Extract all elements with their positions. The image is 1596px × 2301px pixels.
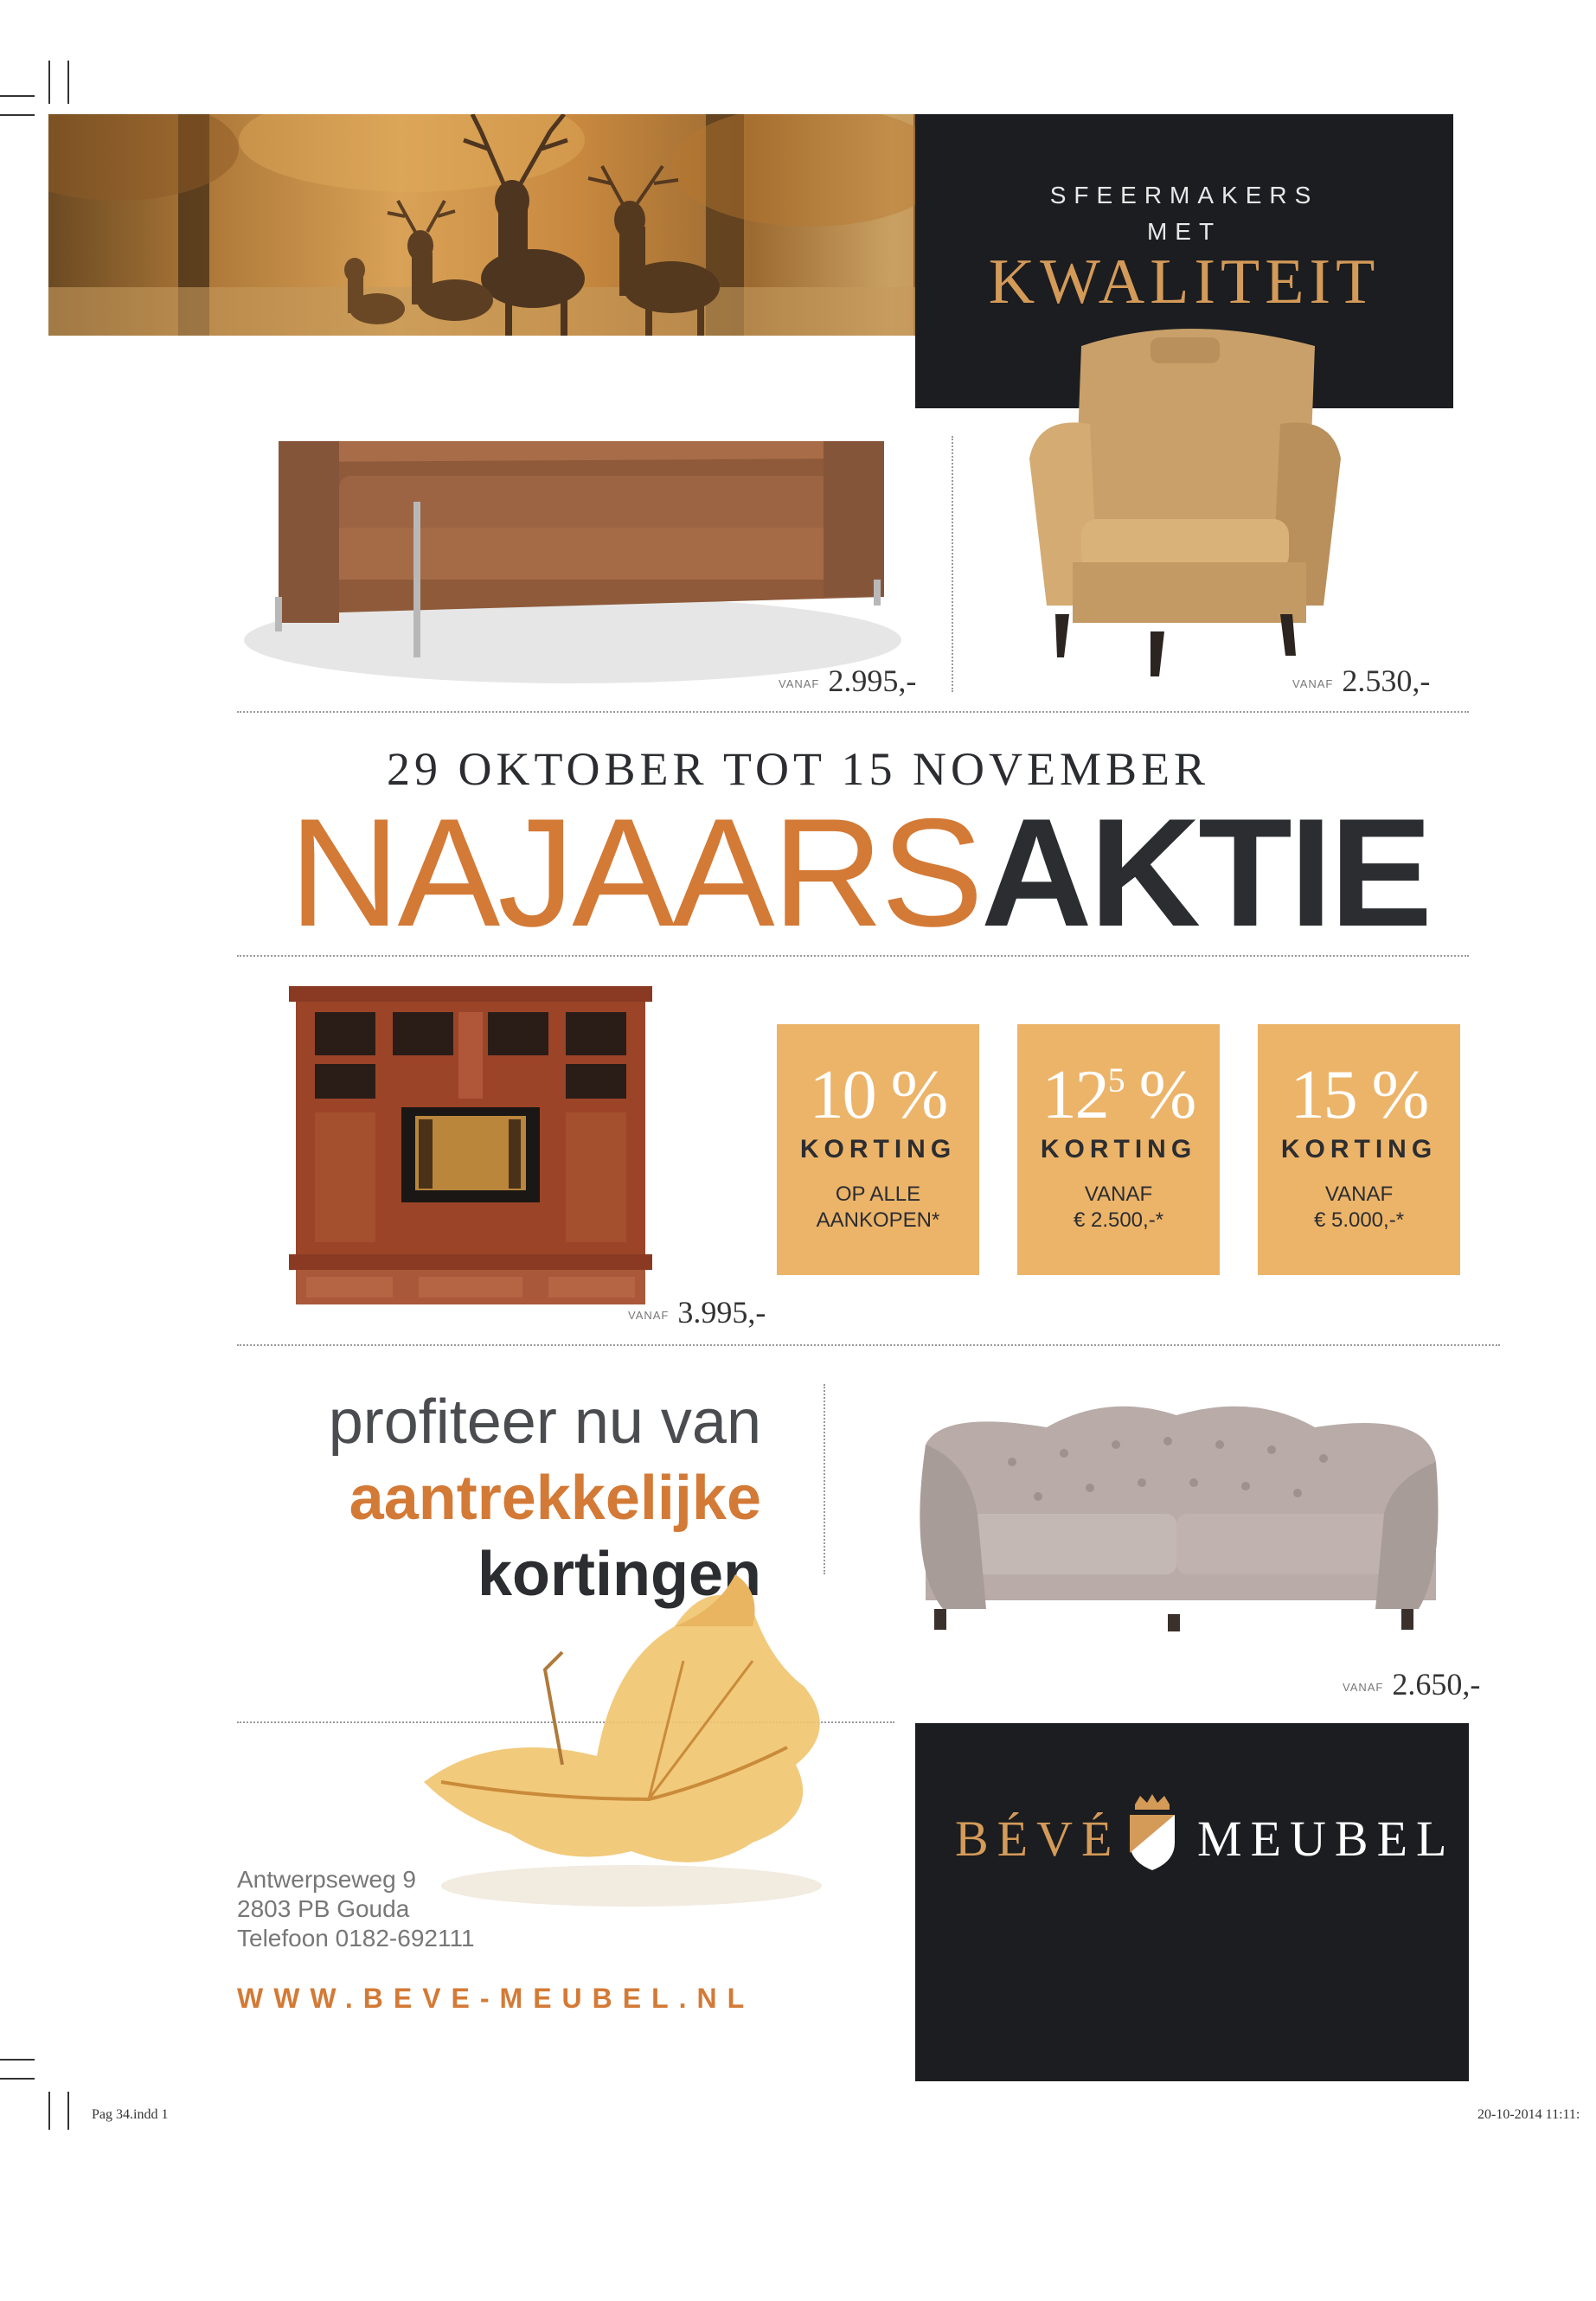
headline-najaars: NAJAARS (289, 786, 981, 958)
promo-condition: VANAF € 5.000,-* (1313, 1183, 1405, 1232)
store-address (237, 1865, 475, 1953)
tufted-sofa-price (1343, 1666, 1480, 1702)
headline-aktie: AKTIE (981, 786, 1430, 958)
crop-mark (48, 2092, 50, 2130)
promo-box-12-5 (1017, 1024, 1220, 1275)
price-value: 2.995,- (828, 663, 917, 698)
leather-sofa-price (779, 663, 916, 699)
crest-shield-icon (1125, 1792, 1180, 1872)
price-from-label: VANAF (1292, 677, 1334, 691)
cabinet-price (628, 1294, 766, 1330)
leather-sofa-image (227, 424, 919, 701)
crop-mark (67, 2092, 69, 2130)
campaign-headline (289, 786, 1430, 958)
logo-beve: BÉVÉ (955, 1811, 1121, 1867)
promo-condition: VANAF € 2.500,-* (1073, 1183, 1164, 1232)
product-divider (824, 1384, 825, 1574)
campaign-dates: 29 OKTOBER TOT 15 NOVEMBER (386, 743, 1210, 795)
slogan-line-3: kortingen (477, 1540, 761, 1609)
price-from-label: VANAF (628, 1309, 670, 1323)
crop-mark (0, 2078, 35, 2080)
promo-label: KORTING (1040, 1135, 1197, 1163)
tufted-sofa-image (908, 1393, 1445, 1644)
section-divider (237, 1344, 1500, 1346)
promo-label: KORTING (1280, 1135, 1438, 1163)
crop-mark (0, 2059, 35, 2061)
price-value: 3.995,- (677, 1295, 766, 1330)
price-value: 2.650,- (1392, 1667, 1481, 1702)
product-divider (952, 436, 953, 692)
tagline-met: MET (1146, 218, 1222, 245)
slogan-line-1: profiteer nu van (328, 1388, 761, 1457)
promo-percent: 15 % (1290, 1057, 1428, 1133)
crop-mark (48, 61, 50, 104)
website-link[interactable]: WWW.BEVE-MEUBEL.NL (237, 1983, 755, 2014)
armchair-image (1021, 320, 1349, 683)
address-street: Antwerpseweg 9 (237, 1866, 417, 1893)
price-from-label: VANAF (779, 677, 820, 691)
crop-mark (0, 95, 35, 97)
promo-box-10 (777, 1024, 979, 1275)
promo-percent: 10 % (809, 1057, 947, 1133)
print-slug-timestamp: 20-10-2014 11:11: (1477, 2107, 1580, 2122)
section-divider (237, 955, 1469, 957)
promo-label: KORTING (799, 1135, 957, 1163)
crop-mark (67, 61, 69, 104)
brand-logo-panel (915, 1723, 1469, 2081)
promo-percent: $12^5$ % (1042, 1057, 1195, 1133)
print-slug-file: Pag 34.indd 1 (92, 2107, 169, 2122)
tagline-sfeermakers: SFEERMAKERS (1049, 182, 1319, 208)
price-value: 2.530,- (1342, 663, 1431, 698)
crop-mark (0, 114, 35, 116)
price-from-label: VANAF (1343, 1681, 1384, 1695)
promo-box-15 (1258, 1024, 1460, 1275)
section-divider (237, 711, 1469, 713)
address-phone: Telefoon 0182-692111 (237, 1925, 475, 1952)
slogan-line-2: aantrekkelijke (349, 1464, 761, 1533)
promo-condition: OP ALLE AANKOPEN* (816, 1183, 940, 1232)
address-city: 2803 PB Gouda (237, 1895, 410, 1922)
tagline-kwaliteit: KWALITEIT (988, 247, 1381, 317)
logo-meubel: MEUBEL (1197, 1811, 1456, 1867)
armchair-price (1292, 663, 1430, 699)
tv-cabinet-image (289, 986, 652, 1315)
